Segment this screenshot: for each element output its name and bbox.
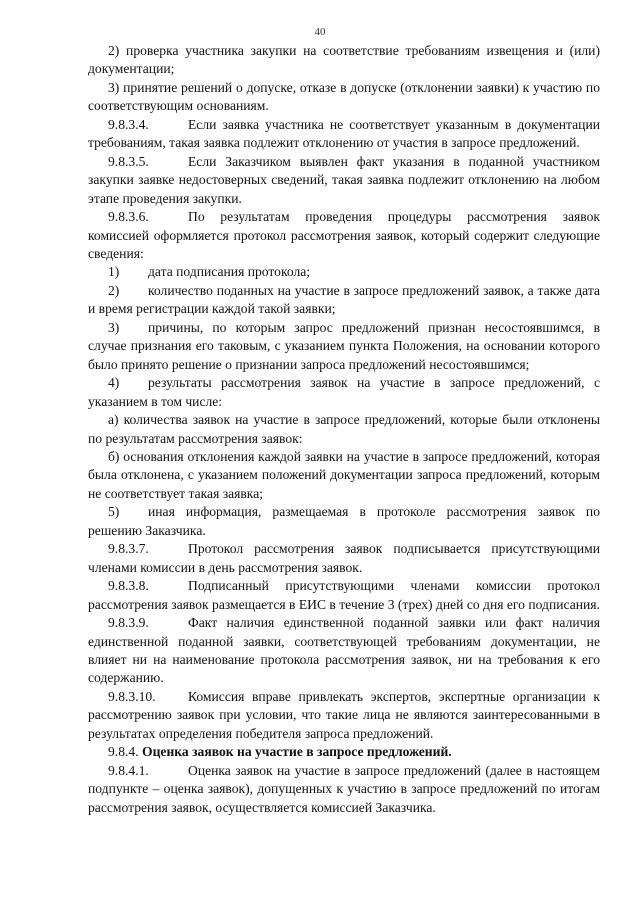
clause-9-8-3-4 bbox=[88, 116, 600, 153]
sub-item-text: а) количества заявок на участие в запросе предложений, которые были отклонены по результатам рассмотрения заявок: bbox=[88, 412, 600, 446]
clause-9-8-3-5 bbox=[88, 153, 600, 208]
list-text: причины, по которым запрос предложений признан несостоявшимся, в случае признания его таковым, с указанием пункта Положения, на основании которого было принято решение о признании запроса предложений несостоявшимся; bbox=[88, 319, 600, 372]
list-item-1 bbox=[88, 263, 600, 281]
list-item-4 bbox=[88, 374, 600, 411]
list-number: 4) bbox=[108, 375, 120, 391]
clause-text: Если заявка участника не соответствует указанным в документации требованиям, такая заявка подлежит отклонению от участия в запросе предложений. bbox=[88, 116, 600, 151]
paragraph-text: 3) принятие решений о допуске, отказе в допуске (отклонении заявки) к участию по соответствующим основаниям. bbox=[88, 79, 600, 114]
list-text: иная информация, размещаемая в протоколе рассмотрения заявок по решению Заказчика. bbox=[88, 504, 600, 538]
clause-text: Протокол рассмотрения заявок подписывается присутствующими членами комиссии в день рассмотрения заявок. bbox=[88, 541, 600, 575]
clause-number: 9.8.4.1. bbox=[108, 762, 149, 778]
section-heading-9-8-4 bbox=[88, 743, 600, 761]
paragraph-item-2 bbox=[88, 42, 600, 79]
clause-text: Оценка заявок на участие в запросе предложений (далее в настоящем подпункте – оценка заявок), допущенных к участию в запросе предложений по итогам рассмотрения заявок, осуществляется комиссией Заказчика. bbox=[88, 762, 600, 815]
clause-number: 9.8.3.7. bbox=[108, 541, 149, 557]
clause-9-8-4-1 bbox=[88, 762, 600, 817]
sub-item-a bbox=[88, 411, 600, 448]
list-item-5 bbox=[88, 503, 600, 540]
clause-9-8-3-7 bbox=[88, 540, 600, 577]
section-number: 9.8.4. bbox=[108, 744, 139, 760]
page-number: 40 bbox=[314, 26, 326, 38]
list-number: 3) bbox=[108, 319, 120, 335]
list-item-3 bbox=[88, 319, 600, 374]
section-heading-text: Оценка заявок на участие в запросе предложений. bbox=[142, 744, 452, 760]
list-text: результаты рассмотрения заявок на участие в запросе предложений, с указанием в том числе: bbox=[88, 375, 600, 409]
clause-9-8-3-10 bbox=[88, 688, 600, 743]
sub-item-b bbox=[88, 448, 600, 503]
list-number: 2) bbox=[108, 282, 120, 298]
list-text: дата подписания протокола; bbox=[148, 264, 311, 280]
clause-text: Если Заказчиком выявлен факт указания в поданной участником закупки заявке недостоверных сведений, такая заявка подлежит отклонению на любом этапе проведения закупки. bbox=[88, 153, 600, 206]
paragraph-text: 2) проверка участника закупки на соответствие требованиям извещения и (или) документации; bbox=[88, 43, 600, 77]
list-text: количество поданных на участие в запросе предложений заявок, а также дата и время регистрации каждой такой заявки; bbox=[88, 282, 600, 317]
clause-9-8-3-9 bbox=[88, 614, 600, 688]
clause-number: 9.8.3.6. bbox=[108, 209, 149, 225]
clause-number: 9.8.3.5. bbox=[108, 153, 149, 169]
list-number: 5) bbox=[108, 504, 120, 520]
sub-item-text: б) основания отклонения каждой заявки на участие в запросе предложений, которая была отклонена, с указанием положений документации запроса предложений, которым не соответствует такая заявка; bbox=[88, 448, 600, 501]
clause-number: 9.8.3.10. bbox=[108, 688, 156, 704]
list-item-2 bbox=[88, 282, 600, 319]
clause-text: Факт наличия единственной поданной заявки или факт наличия единственной поданной заявки, соответствующей требованиям документации, не влияет ни на наименование протокола рассмотрения заявок, ни на требования к его содержанию. bbox=[88, 615, 600, 686]
clause-text: Подписанный присутствующими членами комиссии протокол рассмотрения заявок размещается в ЕИС в течение 3 (трех) дней со дня его подписания. bbox=[88, 578, 600, 612]
clause-text: Комиссия вправе привлекать экспертов, экспертные организации к рассмотрению заявок при условии, что такие лица не являются заинтересованными в результатах определения победителя запроса предложений. bbox=[88, 688, 600, 741]
document-body bbox=[88, 42, 600, 817]
clause-number: 9.8.3.8. bbox=[108, 578, 149, 594]
clause-number: 9.8.3.9. bbox=[108, 615, 149, 631]
list-number: 1) bbox=[108, 264, 120, 280]
clause-9-8-3-8 bbox=[88, 577, 600, 614]
clause-9-8-3-6 bbox=[88, 208, 600, 263]
clause-text: По результатам проведения процедуры рассмотрения заявок комиссией оформляется протокол рассмотрения заявок, который содержит следующие сведения: bbox=[88, 209, 600, 261]
paragraph-item-3 bbox=[88, 79, 600, 116]
clause-number: 9.8.3.4. bbox=[108, 116, 149, 132]
